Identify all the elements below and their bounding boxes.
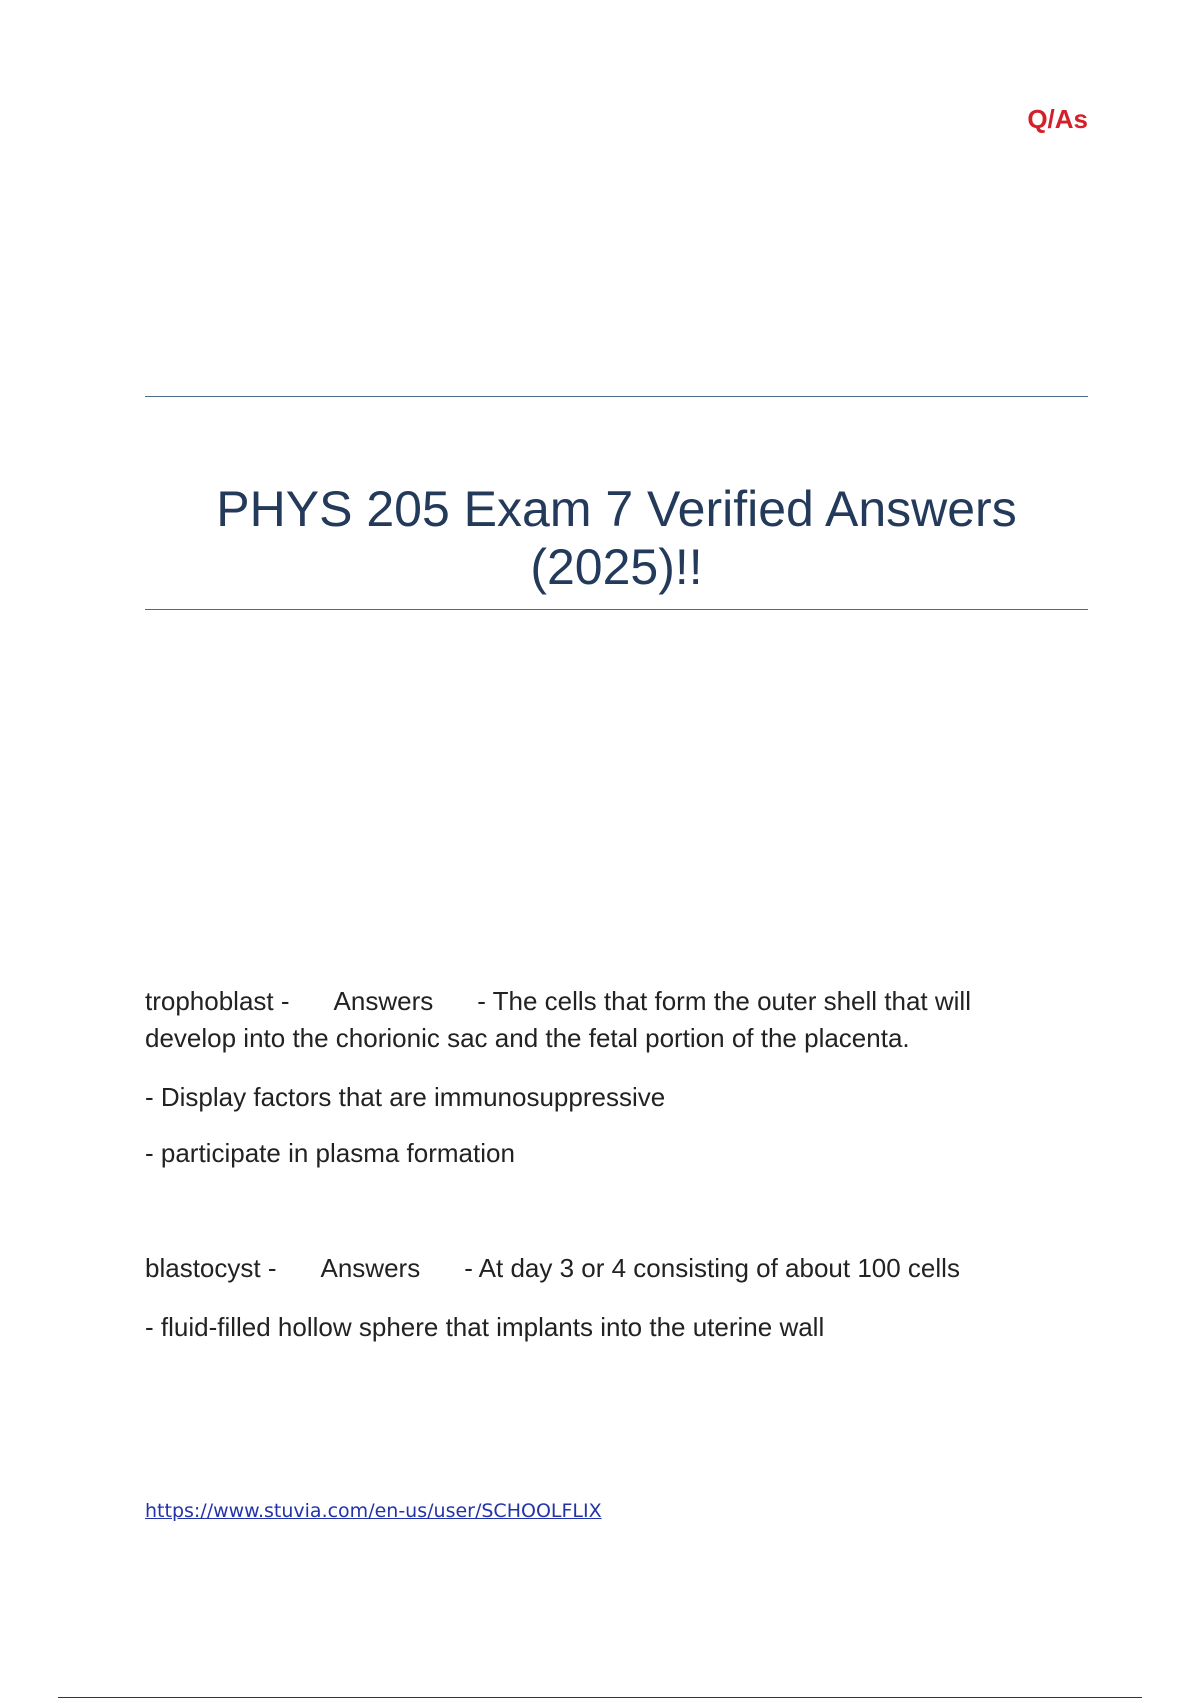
answers-label: Answers <box>320 1253 421 1283</box>
entry-bullet: - participate in plasma formation <box>145 1138 515 1168</box>
profile-link[interactable]: https://www.stuvia.com/en-us/user/SCHOOLFLIX <box>145 1500 602 1522</box>
entry-bullet: - Display factors that are immunosuppressive <box>145 1082 666 1112</box>
definition-line: - The cells that form the outer shell that will <box>477 986 971 1016</box>
entry-bullet: - fluid-filled hollow sphere that implants into the uterine wall <box>145 1312 825 1342</box>
entry-definition <box>145 1250 1065 1287</box>
entry-blastocyst <box>145 1250 1065 1287</box>
document-title <box>145 480 1088 596</box>
definition-line: - At day 3 or 4 consisting of about 100 cells <box>464 1253 960 1283</box>
definition-line: develop into the chorionic sac and the fetal portion of the placenta. <box>145 1023 910 1053</box>
entry-term: trophoblast - <box>145 986 290 1016</box>
title-line-1: PHYS 205 Exam 7 Verified Answers <box>216 481 1017 537</box>
footer-rule <box>58 1697 1142 1698</box>
qas-label: Q/As <box>1027 104 1088 134</box>
title-bottom-rule <box>145 609 1088 610</box>
title-line-2: (2025)!! <box>530 539 703 595</box>
title-top-rule <box>145 396 1088 397</box>
entry-trophoblast <box>145 983 1065 1057</box>
entry-definition <box>145 983 1065 1020</box>
entry-term: blastocyst - <box>145 1253 277 1283</box>
answers-label: Answers <box>333 986 434 1016</box>
